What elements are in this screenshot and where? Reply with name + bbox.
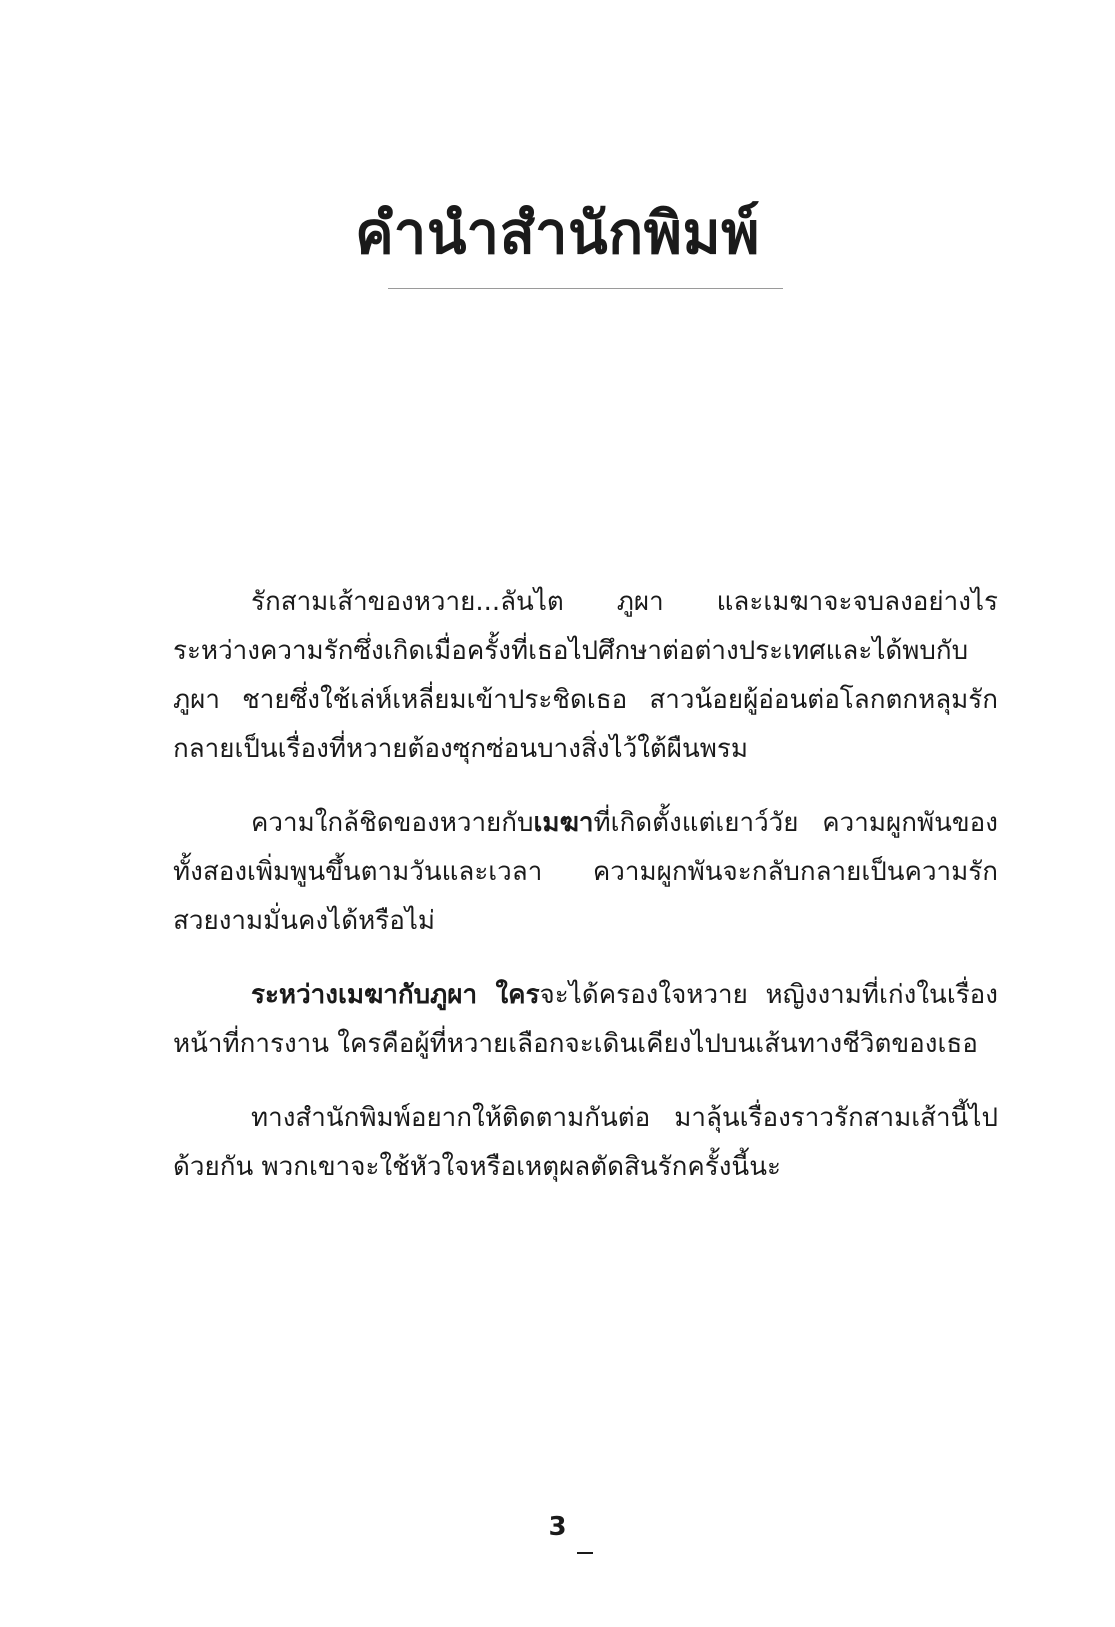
paragraph-4	[173, 1094, 998, 1192]
paragraph-2-text-after: ที่เกิดตั้งแต่เยาว์วัย ความผูกพันของทั้งสองเพิ่มพูนขึ้นตามวันและเวลา ความผูกพันจะกลับกลายเป็นความรักสวยงามมั่นคงได้หรือไม่	[173, 808, 998, 936]
title-divider	[388, 288, 783, 289]
page-title: คำนำสำนักพิมพ์	[354, 199, 760, 267]
paragraph-1-text: รักสามเส้าของหวาย...ลันไต ภูผา และเมฆาจะจบลงอย่างไร ระหว่างความรักซึ่งเกิดเมื่อครั้งที่เธอไปศึกษาต่อต่างประเทศและได้พบกับภูผา ชายซึ่งใช้เล่ห์เหลี่ยมเข้าประชิดเธอ สาวน้อยผู้อ่อนต่อโลกตกหลุมรัก กลายเป็นเรื่องที่หวายต้องซุกซ่อนบางสิ่งไว้ใต้ผืนพรม	[173, 587, 998, 764]
paragraph-2-bold-name: เมฆา	[533, 808, 594, 838]
paragraph-2	[173, 799, 998, 946]
page-number-underline	[577, 1552, 593, 1554]
paragraph-2-text-before: ความใกล้ชิดของหวายกับ	[251, 808, 534, 838]
paragraph-4-text: ทางสำนักพิมพ์อยากให้ติดตามกันต่อ มาลุ้นเรื่องราวรักสามเส้านี้ไปด้วยกัน พวกเขาจะใช้หัวใจหรือเหตุผลตัดสินรักครั้งนี้นะ	[173, 1103, 998, 1182]
page-number: 3	[548, 1512, 567, 1542]
paragraph-3-text-after: จะได้ครองใจหวาย หญิงงามที่เก่งในเรื่องหน้าที่การงาน ใครคือผู้ที่หวายเลือกจะเดินเคียงไปบนเส้นทางชีวิตของเธอ	[173, 980, 998, 1059]
paragraph-3-bold-lead: ระหว่างเมฆากับภูผา ใคร	[251, 980, 540, 1010]
paragraph-3	[173, 971, 998, 1069]
foreword-body	[173, 578, 998, 1217]
paragraph-1	[173, 578, 998, 774]
